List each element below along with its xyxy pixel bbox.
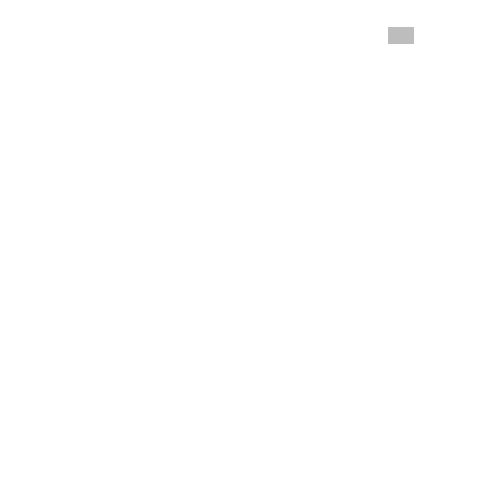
table-of-contents [108, 52, 414, 71]
page-number [388, 27, 414, 44]
running-header [74, 27, 414, 46]
